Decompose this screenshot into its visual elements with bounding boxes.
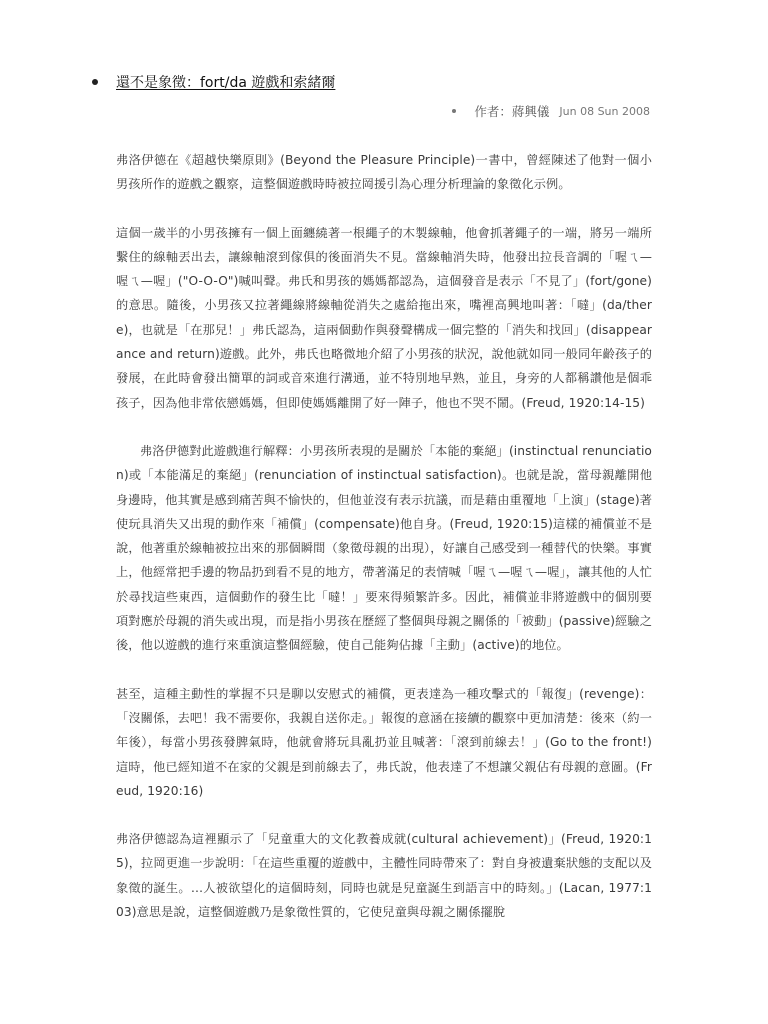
bullet-icon bbox=[92, 79, 98, 85]
author: 作者：蔣興儀 bbox=[474, 104, 550, 119]
paragraph: 甚至，這種主動性的掌握不只是聊以安慰式的補償，更表達為一種攻擊式的「報復」(revenge)：「沒關係，去吧！我不需要你，我親自送你走。」報復的意涵在接續的觀察中更加清楚：後來（約一年後），每當小男孩發脾氣時，他就會將玩具亂扔並且喊著：「滾到前線去！」(Go to the front!) 這時，他已經知道不在家的父親是到前線去了，弗氏說，他表達了不想讓父親佔有母親的意圖。(Freud, 1920:16) bbox=[116, 686, 652, 798]
paragraph: 弗洛伊德認為這裡顯示了「兒童重大的文化教養成就(cultural achievement)」(Freud, 1920:15)，拉岡更進一步說明：「在這些重覆的遊戲中，主體性同時帶來了：對自身被遺棄狀態的支配以及象徵的誕生。…人被欲望化的這個時刻，同時也就是兒童誕生到語言中的時刻。」(Lacan, 1977:103)意思是說，這整個遊戲乃是象徵性質的，它使兒童與母親之關係擺脫 bbox=[116, 832, 652, 920]
paragraph: 弗洛伊德在《超越快樂原則》(Beyond the Pleasure Principle)一書中，曾經陳述了他對一個小男孩所作的遊戲之觀察，這整個遊戲時時被拉岡援引為心理分析理論的象徵化示例。 bbox=[116, 153, 652, 192]
article-title-link[interactable]: 還不是象徵：fort/da 遊戲和索緒爾 bbox=[116, 75, 336, 91]
post-date: Jun 08 Sun 2008 bbox=[559, 104, 650, 118]
bullet-icon bbox=[452, 109, 456, 113]
article-body bbox=[116, 148, 652, 948]
paragraph: 弗洛伊德對此遊戲進行解釋：小男孩所表現的是關於「本能的棄絕」(instinctual renunciation)或「本能滿足的棄絕」(renunciation of instinctual satisfaction)。也就是說，當母親離開他身邊時，他其實是感到痛苦與不愉快的，但他並沒有表示抗議，而是藉由重覆地「上演」(stage)著使玩具消失又出現的動作來「補償」(compensate)他自身。(Freud, 1920:15)這樣的補償並不是說，他著重於線軸被拉出來的那個瞬間（象徵母親的出現），好讓自己感受到一種替代的快樂。事實上，他經常把手邊的物品扔到看不見的地方，帶著滿足的表情喊「喔ㄟ—喔ㄟ—喔」，讓其他的人忙於尋找這些東西，這個動作的發生比「噠！」要來得頻繁許多。因此，補償並非將遊戲中的個別要項對應於母親的消失或出現，而是指小男孩在歷經了整個與母親之關係的「被動」(passive)經驗之後，他以遊戲的進行來重演這整個經驗，使自己能夠佔據「主動」(active)的地位。 bbox=[116, 443, 652, 653]
title-row bbox=[92, 72, 335, 92]
paragraph: 這個一歲半的小男孩擁有一個上面纏繞著一根繩子的木製線軸，他會抓著繩子的一端，將另一端所繫住的線軸丟出去，讓線軸滾到傢俱的後面消失不見。當線軸消失時，他發出拉長音調的「喔ㄟ—喔ㄟ—喔」("O-O-O")喊叫聲。弗氏和男孩的媽媽都認為，這個發音是表示「不見了」(fort/gone)的意思。隨後，小男孩又拉著繩線將線軸從消失之處給拖出來，嘴裡高興地叫著：「噠」(da/there)，也就是「在那兒！」弗氏認為，這兩個動作與發聲構成一個完整的「消失和找回」(disappearance and return)遊戲。此外，弗氏也略微地介紹了小男孩的狀況，說他就如同一般同年齡孩子的發展，在此時會發出簡單的詞或音來進行溝通，並不特別地早熟，並且，身旁的人都稱讚他是個乖孩子，因為他非常依戀媽媽，但即使媽媽離開了好一陣子，他也不哭不鬧。(Freud, 1920:14-15) bbox=[116, 225, 652, 410]
author-line bbox=[452, 102, 650, 120]
